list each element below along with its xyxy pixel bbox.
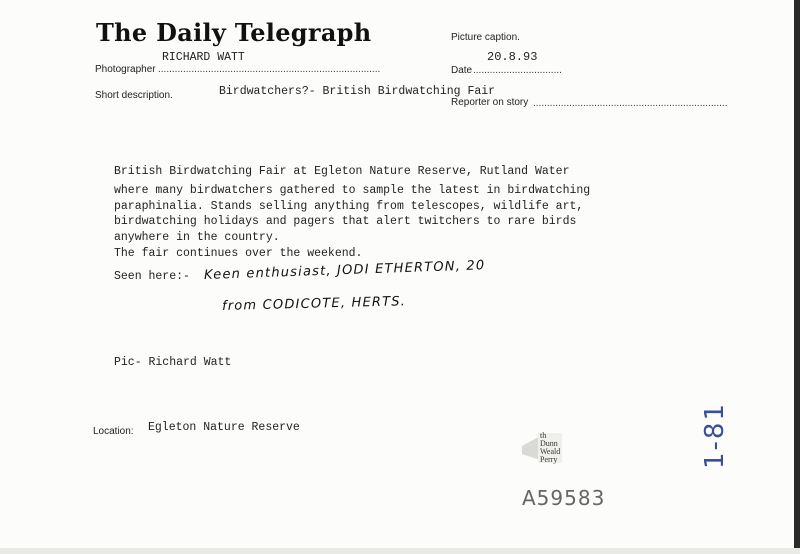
caption-body — [114, 164, 590, 262]
handwritten-subject-line: Keen enthusiast, JODI ETHERTON, 20 — [203, 258, 486, 283]
short-description-label: Short description. — [95, 90, 173, 101]
masthead-logo: The Daily Telegraph — [96, 18, 372, 47]
photographer-label: Photographer — [95, 64, 156, 75]
caption-line: paraphinalia. Stands selling anything from telescopes, wildlife art, — [114, 199, 584, 213]
stamp-text — [540, 432, 560, 464]
seen-here-label: Seen here:- — [114, 270, 190, 283]
blue-ink-note: 1-81 — [700, 402, 730, 470]
scan-edge-bottom — [0, 548, 800, 554]
reporter-dotted-line: ...................................................................... — [533, 98, 728, 109]
date-value: 20.8.93 — [487, 50, 538, 64]
scan-edge-right — [794, 0, 800, 554]
reporter-label: Reporter on story — [451, 97, 529, 108]
photographer-dotted-line: ................................................................................ — [158, 64, 381, 75]
pic-credit: Pic- Richard Watt — [114, 356, 232, 369]
short-description-value: Birdwatchers?- British Birdwatching Fair — [219, 85, 496, 98]
caption-line: The fair continues over the weekend. — [114, 246, 363, 260]
date-dotted-line: ................................ — [473, 65, 562, 76]
photographer-value: RICHARD WATT — [162, 51, 245, 64]
caption-line: where many birdwatchers gathered to sample the latest in birdwatching — [114, 183, 591, 197]
handwritten-location-line: from CODICOTE, HERTS. — [221, 294, 407, 314]
stamp-line: Perry — [540, 455, 558, 464]
caption-line: anywhere in the country. — [114, 231, 280, 245]
date-label: Date — [451, 65, 473, 76]
stamp-line: th — [540, 431, 547, 440]
stamp-line: Dunn — [540, 439, 558, 448]
archive-stamp — [514, 432, 564, 464]
picture-caption-label: Picture caption. — [451, 32, 520, 43]
caption-line: birdwatching holidays and pagers that alert twitchers to rare birds — [114, 215, 577, 229]
caption-line: British Birdwatching Fair at Egleton Nature Reserve, Rutland Water — [114, 165, 570, 178]
location-label: Location: — [93, 426, 134, 437]
location-value: Egleton Nature Reserve — [148, 421, 300, 434]
pencil-archive-code: A59583 — [522, 486, 606, 510]
stamp-line: Weald — [540, 447, 561, 456]
